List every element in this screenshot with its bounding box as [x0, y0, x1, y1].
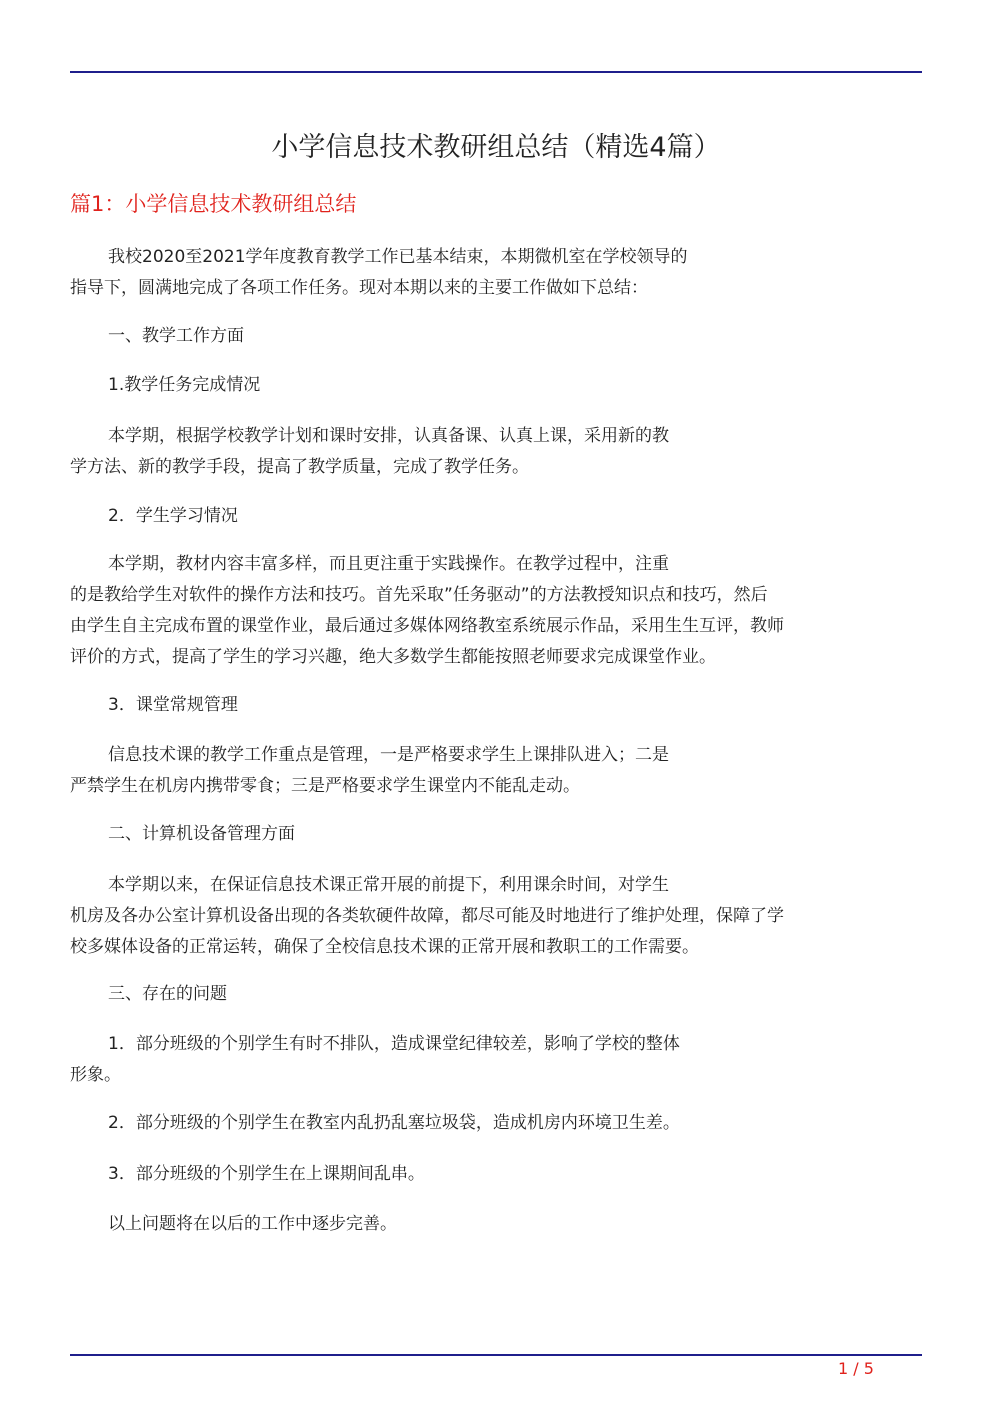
paragraph-conclusion — [70, 1209, 930, 1240]
heading-existing-problems — [70, 979, 930, 1010]
paragraph-line: 1．部分班级的个别学生有时不排队，造成课堂纪律较差，影响了学校的整体 — [108, 1034, 680, 1054]
paragraph-intro — [70, 242, 930, 304]
paragraph-line: 本学期以来，在保证信息技术课正常开展的前提下，利用课余时间，对学生 — [108, 875, 669, 895]
problem-item-1 — [70, 1029, 930, 1091]
paragraph-line: 信息技术课的教学工作重点是管理，一是严格要求学生上课排队进入；二是 — [108, 745, 669, 765]
paragraph-line: 三、存在的问题 — [108, 984, 227, 1004]
heading-task-completion — [70, 370, 930, 401]
paragraph-line: 我校2020至2021学年度教育教学工作已基本结束，本期微机室在学校领导的 — [108, 247, 688, 267]
paragraph-line: 严禁学生在机房内携带零食；三是严格要求学生课堂内不能乱走动。 — [70, 776, 580, 796]
paragraph-line: 由学生自主完成布置的课堂作业，最后通过多媒体网络教室系统展示作品，采用生生互评，教师 — [70, 616, 784, 636]
paragraph-line: 学方法、新的教学手段，提高了教学质量，完成了教学任务。 — [70, 457, 529, 477]
paragraph-classroom-management — [70, 740, 930, 802]
document-title: 小学信息技术教研组总结（精选4篇） — [271, 132, 721, 163]
problem-item-2 — [70, 1108, 930, 1139]
paragraph-line: 2．部分班级的个别学生在教室内乱扔乱塞垃圾袋，造成机房内环境卫生差。 — [108, 1113, 680, 1133]
heading-classroom-management — [70, 690, 930, 721]
paragraph-line: 一、教学工作方面 — [108, 326, 244, 346]
header-rule — [70, 71, 922, 73]
footer-rule — [70, 1354, 922, 1356]
paragraph-line: 的是教给学生对软件的操作方法和技巧。首先采取”任务驱动”的方法教授知识点和技巧，然后 — [70, 585, 768, 605]
heading-student-learning — [70, 501, 930, 532]
paragraph-line: 以上问题将在以后的工作中逐步完善。 — [108, 1214, 397, 1234]
section-heading: 篇1：小学信息技术教研组总结 — [70, 192, 357, 216]
page-indicator: 1 / 5 — [838, 1359, 874, 1378]
problem-item-3 — [70, 1159, 930, 1190]
paragraph-equipment-management — [70, 870, 930, 963]
paragraph-line: 形象。 — [70, 1065, 121, 1085]
paragraph-line: 2．学生学习情况 — [108, 506, 238, 526]
paragraph-student-learning — [70, 549, 930, 673]
paragraph-line: 校多媒体设备的正常运转，确保了全校信息技术课的正常开展和教职工的工作需要。 — [70, 937, 699, 957]
paragraph-task-completion — [70, 421, 930, 483]
paragraph-line: 机房及各办公室计算机设备出现的各类软硬件故障，都尽可能及时地进行了维护处理，保障了学 — [70, 906, 784, 926]
paragraph-line: 本学期，教材内容丰富多样，而且更注重于实践操作。在教学过程中，注重 — [108, 554, 669, 574]
heading-equipment-management — [70, 819, 930, 850]
paragraph-line: 1.教学任务完成情况 — [108, 375, 261, 395]
paragraph-line: 3．课堂常规管理 — [108, 695, 238, 715]
paragraph-line: 本学期，根据学校教学计划和课时安排，认真备课、认真上课，采用新的教 — [108, 426, 669, 446]
paragraph-line: 3．部分班级的个别学生在上课期间乱串。 — [108, 1164, 425, 1184]
paragraph-line: 二、计算机设备管理方面 — [108, 824, 295, 844]
paragraph-line: 指导下，圆满地完成了各项工作任务。现对本期以来的主要工作做如下总结： — [70, 278, 648, 298]
heading-teaching-work — [70, 321, 930, 352]
paragraph-line: 评价的方式，提高了学生的学习兴趣，绝大多数学生都能按照老师要求完成课堂作业。 — [70, 647, 716, 667]
